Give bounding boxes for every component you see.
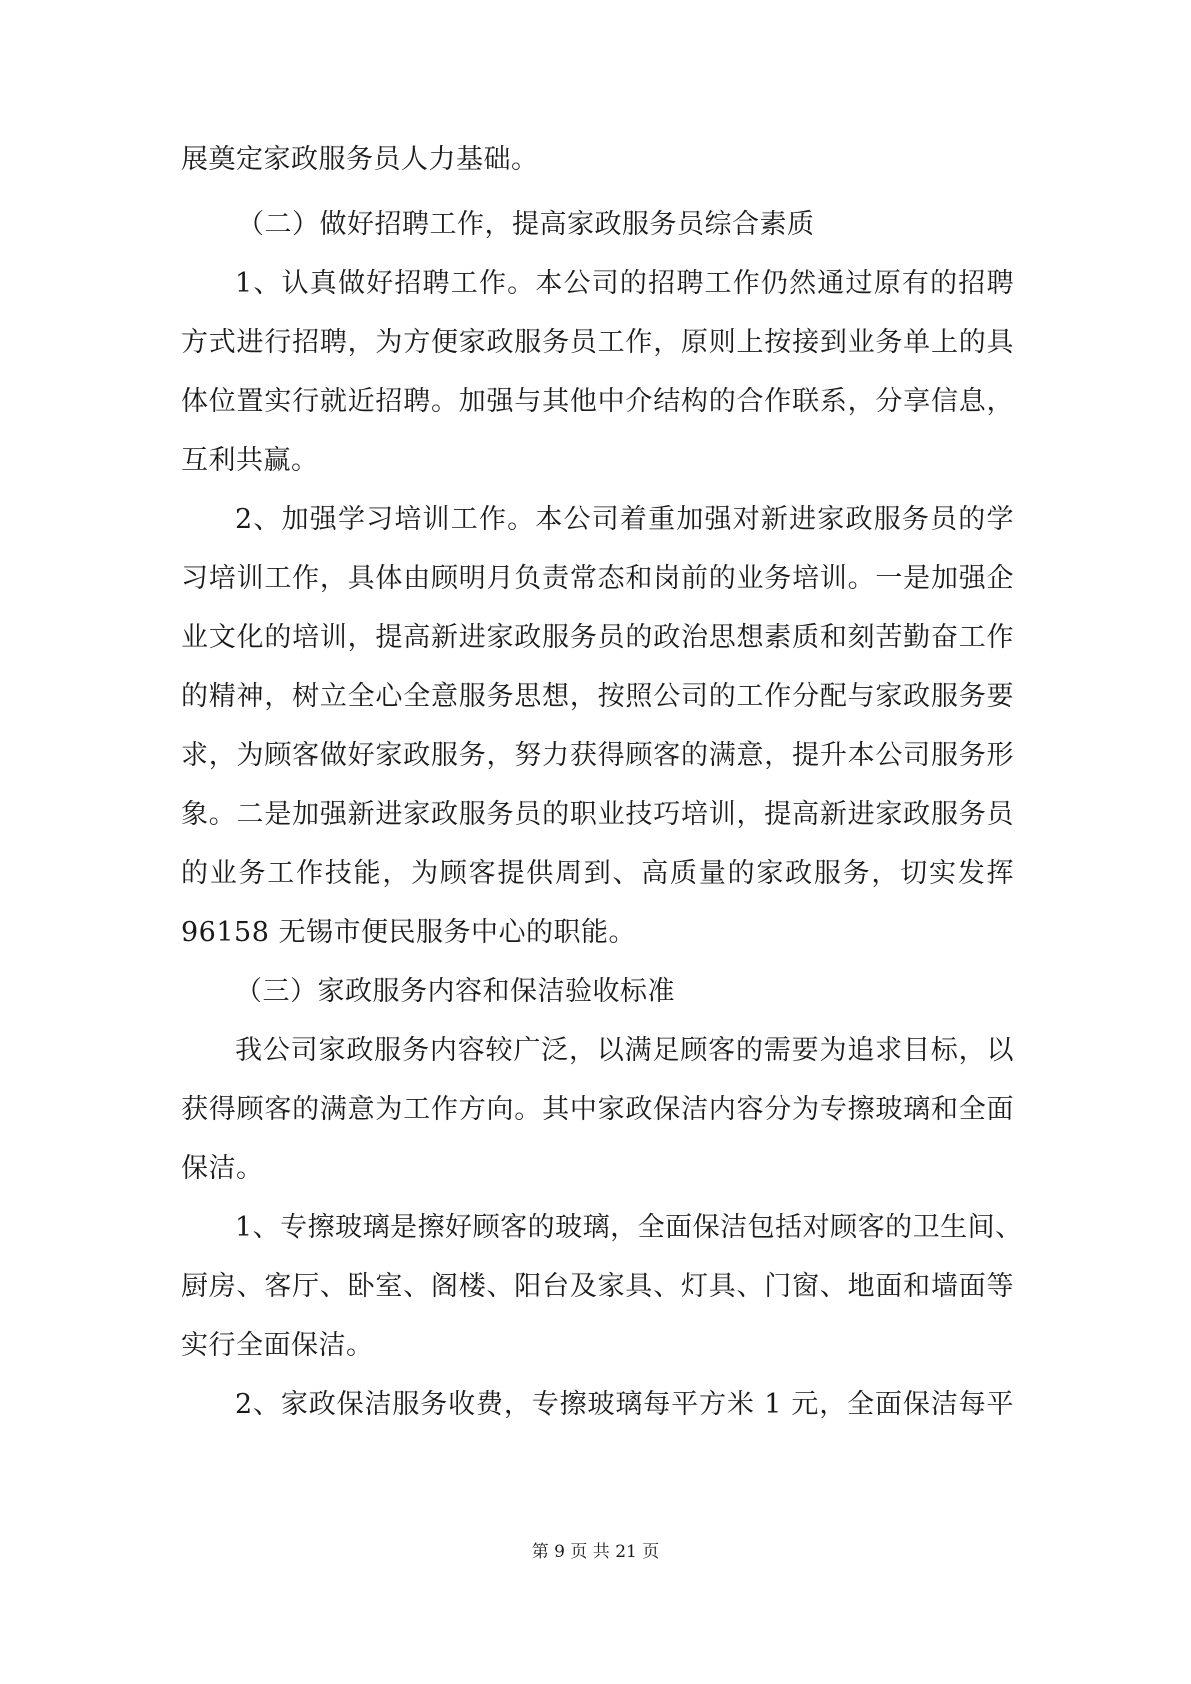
paragraph-line: 的精神，树立全心全意服务思想，按照公司的工作分配与家政服务要 — [181, 681, 1014, 712]
section-heading: （三）家政服务内容和保洁验收标准 — [235, 976, 675, 1007]
section-heading: （二）做好招聘工作，提高家政服务员综合素质 — [237, 209, 815, 240]
page-number-footer: 第 9 页 共 21 页 — [531, 1542, 660, 1562]
paragraph-line: 2、家政保洁服务收费，专擦玻璃每平方米 1 元，全面保洁每平 — [235, 1389, 1014, 1420]
paragraph-line: 实行全面保洁。 — [181, 1330, 374, 1361]
paragraph-line: 求，为顾客做好家政服务，努力获得顾客的满意，提升本公司服务形 — [181, 740, 1014, 771]
paragraph-line: 体位置实行就近招聘。加强与其他中介结构的合作联系，分享信息， — [181, 386, 1014, 417]
paragraph-line: 我公司家政服务内容较广泛，以满足顾客的需要为追求目标，以 — [235, 1035, 1014, 1066]
paragraph-line: 1、专擦玻璃是擦好顾客的玻璃，全面保洁包括对顾客的卫生间、 — [235, 1212, 1023, 1243]
paragraph-line: 厨房、客厅、卧室、阁楼、阳台及家具、灯具、门窗、地面和墙面等 — [181, 1271, 1014, 1302]
paragraph-line: 展奠定家政服务员人力基础。 — [181, 144, 539, 175]
paragraph-line: 2、加强学习培训工作。本公司着重加强对新进家政服务员的学 — [235, 504, 1014, 535]
paragraph-line: 1、认真做好招聘工作。本公司的招聘工作仍然通过原有的招聘 — [235, 268, 1014, 299]
paragraph-line: 业文化的培训，提高新进家政服务员的政治思想素质和刻苦勤奋工作 — [181, 622, 1014, 653]
paragraph-line: 方式进行招聘，为方便家政服务员工作，原则上按接到业务单上的具 — [181, 327, 1014, 358]
paragraph-line: 保洁。 — [181, 1153, 264, 1184]
paragraph-line: 的业务工作技能，为顾客提供周到、高质量的家政服务，切实发挥 — [181, 858, 1014, 889]
paragraph-line: 互利共赢。 — [181, 445, 319, 476]
paragraph-line: 象。二是加强新进家政服务员的职业技巧培训，提高新进家政服务员 — [181, 799, 1014, 830]
paragraph-line: 习培训工作，具体由顾明月负责常态和岗前的业务培训。一是加强企 — [181, 563, 1014, 594]
paragraph-line: 获得顾客的满意为工作方向。其中家政保洁内容分为专擦玻璃和全面 — [181, 1094, 1014, 1125]
paragraph-line: 96158 无锡市便民服务中心的职能。 — [181, 917, 636, 948]
